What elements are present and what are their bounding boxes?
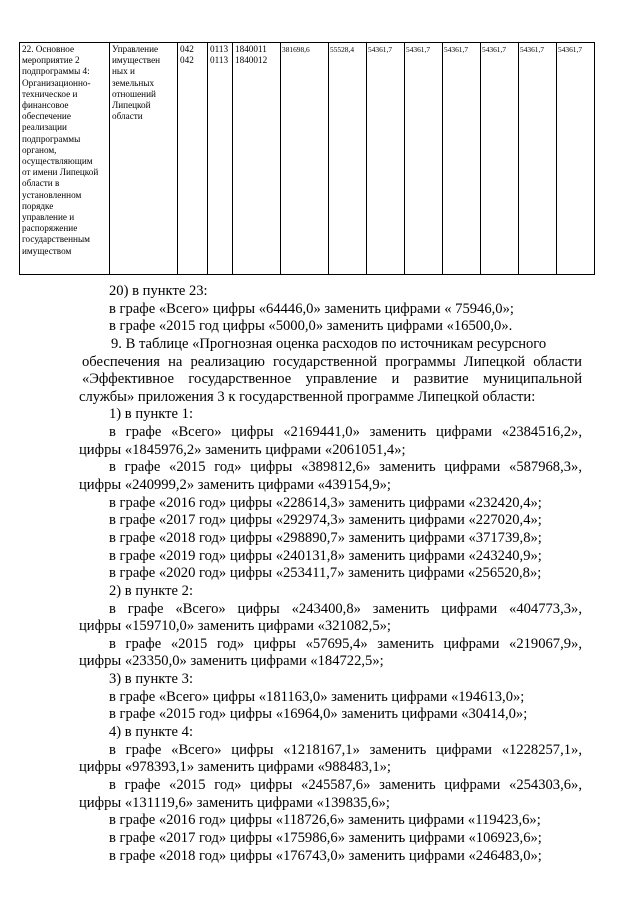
text-line: в графе «Всего» цифры «1218167,1» заменить цифрами «1228257,1», (109, 741, 582, 758)
text-line: цифры «1845976,2» заменить цифрами «2061051,4»; (79, 441, 406, 458)
cell-value: 55528,4 (329, 43, 367, 275)
text-line: цифры «240999,2» заменить цифрами «439154,9»; (79, 477, 391, 494)
text-line: в графе «2018 год» цифры «298890,7» заменить цифрами «371739,8»; (109, 529, 542, 546)
text-line: в графе «2018 год» цифры «176743,0» заменить цифрами «246483,0»; (109, 847, 542, 864)
text-line: в графе «2015 год» цифры «16964,0» заменить цифрами «30414,0»; (109, 706, 528, 723)
cell-value: 54361,7 (557, 43, 595, 275)
text-line: в графе «2015 год» цифры «245587,6» заменить цифрами «254303,6», (109, 776, 582, 793)
text-line: 2) в пункте 2: (109, 582, 194, 599)
text-line: в графе «2015 год» цифры «57695,4» заменить цифрами «219067,9», (109, 635, 582, 652)
document-body (79, 283, 582, 865)
text-line: службы» приложения 3 к государственной программе Липецкой области: (79, 388, 536, 405)
text-line: цифры «159710,0» заменить цифрами «321082,5»; (79, 618, 391, 635)
text-line: 3) в пункте 3: (109, 671, 194, 688)
text-line: в графе «2019 год» цифры «240131,8» заменить цифрами «243240,9»; (109, 547, 542, 564)
table-row (20, 43, 595, 275)
text-line: цифры «23350,0» заменить цифрами «184722,5»; (79, 653, 384, 670)
text-line: «Эффективное государственное управление и развитие муниципальной (82, 371, 582, 388)
text-line: обеспечения на реализацию государственной программы Липецкой области (82, 353, 582, 370)
text-line: цифры «978393,1» заменить цифрами «988483,1»; (79, 759, 391, 776)
text-line: 20) в пункте 23: (109, 283, 208, 299)
text-line: в графе «Всего» цифры «2169441,0» заменить цифрами «2384516,2», (109, 424, 582, 441)
text-line: в графе «2015 год цифры «5000,0» заменить цифрами «16500,0». (109, 318, 513, 335)
text-line: 9. В таблице «Прогнозная оценка расходов по источникам ресурсного (111, 335, 547, 352)
text-line: цифры «131119,6» заменить цифрами «139835,6»; (79, 794, 390, 811)
cell-executor: Управление имуществен ных и земельных отношений Липецкой области (110, 43, 178, 275)
cell-value: 54361,7 (481, 43, 519, 275)
cell-value: 54361,7 (519, 43, 557, 275)
cell-value: 381698,6 (281, 43, 329, 275)
text-line: в графе «2017 год» цифры «175986,6» заменить цифрами «106923,6»; (109, 829, 542, 846)
cell-csr: 1840011 1840012 (233, 43, 281, 275)
text-line: 4) в пункте 4: (109, 724, 194, 741)
text-line: в графе «Всего» цифры «64446,0» заменить цифрами « 75946,0»; (109, 300, 514, 317)
cell-value: 54361,7 (367, 43, 405, 275)
text-line: в графе «2016 год» цифры «228614,3» заменить цифрами «232420,4»; (109, 494, 542, 511)
budget-table (19, 42, 595, 275)
text-line: в графе «2016 год» цифры «118726,6» заменить цифрами «119423,6»; (109, 812, 541, 829)
text-line: в графе «2015 год» цифры «389812,6» заменить цифрами «587968,3», (109, 459, 582, 476)
text-line: в графе «Всего» цифры «243400,8» заменить цифрами «404773,3», (109, 600, 582, 617)
cell-value: 54361,7 (405, 43, 443, 275)
cell-grbs: 042 042 (178, 43, 208, 275)
text-line: в графе «2017 год» цифры «292974,3» заменить цифрами «227020,4»; (109, 512, 542, 529)
cell-value: 54361,7 (443, 43, 481, 275)
text-line: в графе «2020 год» цифры «253411,7» заменить цифрами «256520,8»; (109, 565, 542, 582)
text-line: 1) в пункте 1: (109, 406, 194, 423)
cell-activity-name: 22. Основное мероприятие 2 подпрограммы 4: Организационно- техническое и финансовое обеспечение реализации подпрограммы органом, осуществляющим от имени Липецкой области в установленном порядке управление и распоряжение государственным имуществом (20, 43, 110, 275)
cell-rzpr: 0113 0113 (208, 43, 233, 275)
text-line: в графе «Всего» цифры «181163,0» заменить цифрами «194613,0»; (109, 688, 525, 705)
